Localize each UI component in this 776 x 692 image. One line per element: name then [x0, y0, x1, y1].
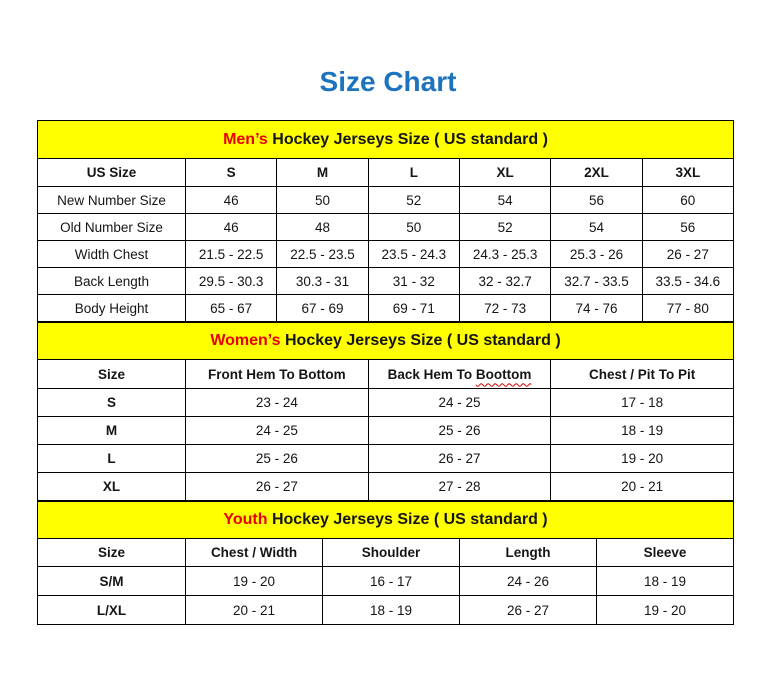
mens-value-cell: 48 — [277, 214, 368, 241]
mens-value-cell: 23.5 - 24.3 — [368, 241, 459, 268]
womens-value-cell: 26 - 27 — [186, 473, 369, 501]
mens-section-highlight: Men’s — [223, 130, 268, 148]
mens-col-header: 3XL — [642, 159, 733, 187]
youth-section-row — [38, 502, 734, 539]
womens-section-title — [38, 323, 734, 360]
size-tables — [37, 120, 734, 625]
mens-row-label: Old Number Size — [38, 214, 186, 241]
womens-value-cell: 25 - 26 — [368, 417, 551, 445]
youth-section-title — [38, 502, 734, 539]
mens-value-cell: 56 — [642, 214, 733, 241]
youth-header-row — [38, 539, 734, 567]
womens-section-highlight: Women’s — [210, 332, 281, 349]
mens-value-cell: 60 — [642, 187, 733, 214]
womens-col-header — [368, 360, 551, 389]
youth-value-cell: 16 - 17 — [323, 567, 460, 596]
mens-value-cell: 29.5 - 30.3 — [186, 268, 277, 295]
youth-value-cell: 20 - 21 — [186, 596, 323, 625]
mens-value-cell: 52 — [368, 187, 459, 214]
youth-section-highlight: Youth — [223, 511, 268, 528]
womens-table-row — [38, 445, 734, 473]
mens-value-cell: 31 - 32 — [368, 268, 459, 295]
mens-value-cell: 30.3 - 31 — [277, 268, 368, 295]
youth-value-cell: 18 - 19 — [597, 567, 734, 596]
mens-value-cell: 69 - 71 — [368, 295, 459, 322]
womens-value-cell: 17 - 18 — [551, 389, 734, 417]
mens-value-cell: 54 — [459, 187, 550, 214]
youth-table-row — [38, 596, 734, 625]
mens-table-row — [38, 214, 734, 241]
womens-section-row — [38, 323, 734, 360]
mens-value-cell: 72 - 73 — [459, 295, 550, 322]
mens-section-title — [38, 121, 734, 159]
youth-value-cell: 19 - 20 — [597, 596, 734, 625]
womens-col-header: Size — [38, 360, 186, 389]
womens-col-header-text: Back Hem To — [387, 366, 476, 382]
womens-row-label: L — [38, 445, 186, 473]
mens-table-row — [38, 268, 734, 295]
mens-value-cell: 22.5 - 23.5 — [277, 241, 368, 268]
womens-value-cell: 24 - 25 — [368, 389, 551, 417]
mens-col-header: S — [186, 159, 277, 187]
mens-value-cell: 50 — [277, 187, 368, 214]
mens-header-row — [38, 159, 734, 187]
womens-size-table — [37, 322, 734, 501]
mens-value-cell: 32.7 - 33.5 — [551, 268, 642, 295]
youth-col-header: Length — [460, 539, 597, 567]
mens-col-header: L — [368, 159, 459, 187]
youth-size-table — [37, 501, 734, 625]
youth-value-cell: 26 - 27 — [460, 596, 597, 625]
youth-value-cell: 24 - 26 — [460, 567, 597, 596]
womens-row-label: S — [38, 389, 186, 417]
mens-value-cell: 24.3 - 25.3 — [459, 241, 550, 268]
mens-row-label: New Number Size — [38, 187, 186, 214]
mens-value-cell: 50 — [368, 214, 459, 241]
womens-table-row — [38, 389, 734, 417]
womens-value-cell: 19 - 20 — [551, 445, 734, 473]
mens-value-cell: 25.3 - 26 — [551, 241, 642, 268]
womens-section-text: Hockey Jerseys Size ( US standard ) — [280, 332, 561, 349]
mens-col-header: 2XL — [551, 159, 642, 187]
mens-value-cell: 46 — [186, 214, 277, 241]
youth-col-header: Shoulder — [323, 539, 460, 567]
youth-col-header: Sleeve — [597, 539, 734, 567]
mens-value-cell: 56 — [551, 187, 642, 214]
mens-row-label: Back Length — [38, 268, 186, 295]
page-title: Size Chart — [319, 66, 457, 97]
mens-value-cell: 74 - 76 — [551, 295, 642, 322]
womens-value-cell: 25 - 26 — [186, 445, 369, 473]
womens-value-cell: 26 - 27 — [368, 445, 551, 473]
mens-row-label: Body Height — [38, 295, 186, 322]
youth-col-header: Chest / Width — [186, 539, 323, 567]
mens-value-cell: 26 - 27 — [642, 241, 733, 268]
womens-row-label: M — [38, 417, 186, 445]
mens-row-label: Width Chest — [38, 241, 186, 268]
womens-value-cell: 20 - 21 — [551, 473, 734, 501]
youth-col-header: Size — [38, 539, 186, 567]
womens-col-header: Front Hem To Bottom — [186, 360, 369, 389]
mens-col-header: US Size — [38, 159, 186, 187]
mens-value-cell: 54 — [551, 214, 642, 241]
mens-value-cell: 65 - 67 — [186, 295, 277, 322]
womens-value-cell: 18 - 19 — [551, 417, 734, 445]
mens-value-cell: 46 — [186, 187, 277, 214]
mens-size-table — [37, 120, 734, 322]
mens-value-cell: 33.5 - 34.6 — [642, 268, 733, 295]
womens-value-cell: 23 - 24 — [186, 389, 369, 417]
youth-section-text: Hockey Jerseys Size ( US standard ) — [267, 511, 548, 528]
womens-table-row — [38, 473, 734, 501]
womens-table-row — [38, 417, 734, 445]
mens-col-header: M — [277, 159, 368, 187]
youth-row-label: L/XL — [38, 596, 186, 625]
womens-row-label: XL — [38, 473, 186, 501]
youth-row-label: S/M — [38, 567, 186, 596]
mens-section-row — [38, 121, 734, 159]
mens-value-cell: 32 - 32.7 — [459, 268, 550, 295]
womens-col-header: Chest / Pit To Pit — [551, 360, 734, 389]
mens-value-cell: 52 — [459, 214, 550, 241]
mens-value-cell: 67 - 69 — [277, 295, 368, 322]
youth-value-cell: 18 - 19 — [323, 596, 460, 625]
misspelled-word: Boottom — [475, 366, 532, 382]
mens-table-row — [38, 187, 734, 214]
mens-value-cell: 77 - 80 — [642, 295, 733, 322]
mens-table-row — [38, 295, 734, 322]
youth-value-cell: 19 - 20 — [186, 567, 323, 596]
youth-table-row — [38, 567, 734, 596]
mens-table-row — [38, 241, 734, 268]
womens-header-row — [38, 360, 734, 389]
mens-section-text: Hockey Jerseys Size ( US standard ) — [267, 130, 548, 148]
mens-value-cell: 21.5 - 22.5 — [186, 241, 277, 268]
womens-value-cell: 24 - 25 — [186, 417, 369, 445]
mens-col-header: XL — [459, 159, 550, 187]
womens-value-cell: 27 - 28 — [368, 473, 551, 501]
